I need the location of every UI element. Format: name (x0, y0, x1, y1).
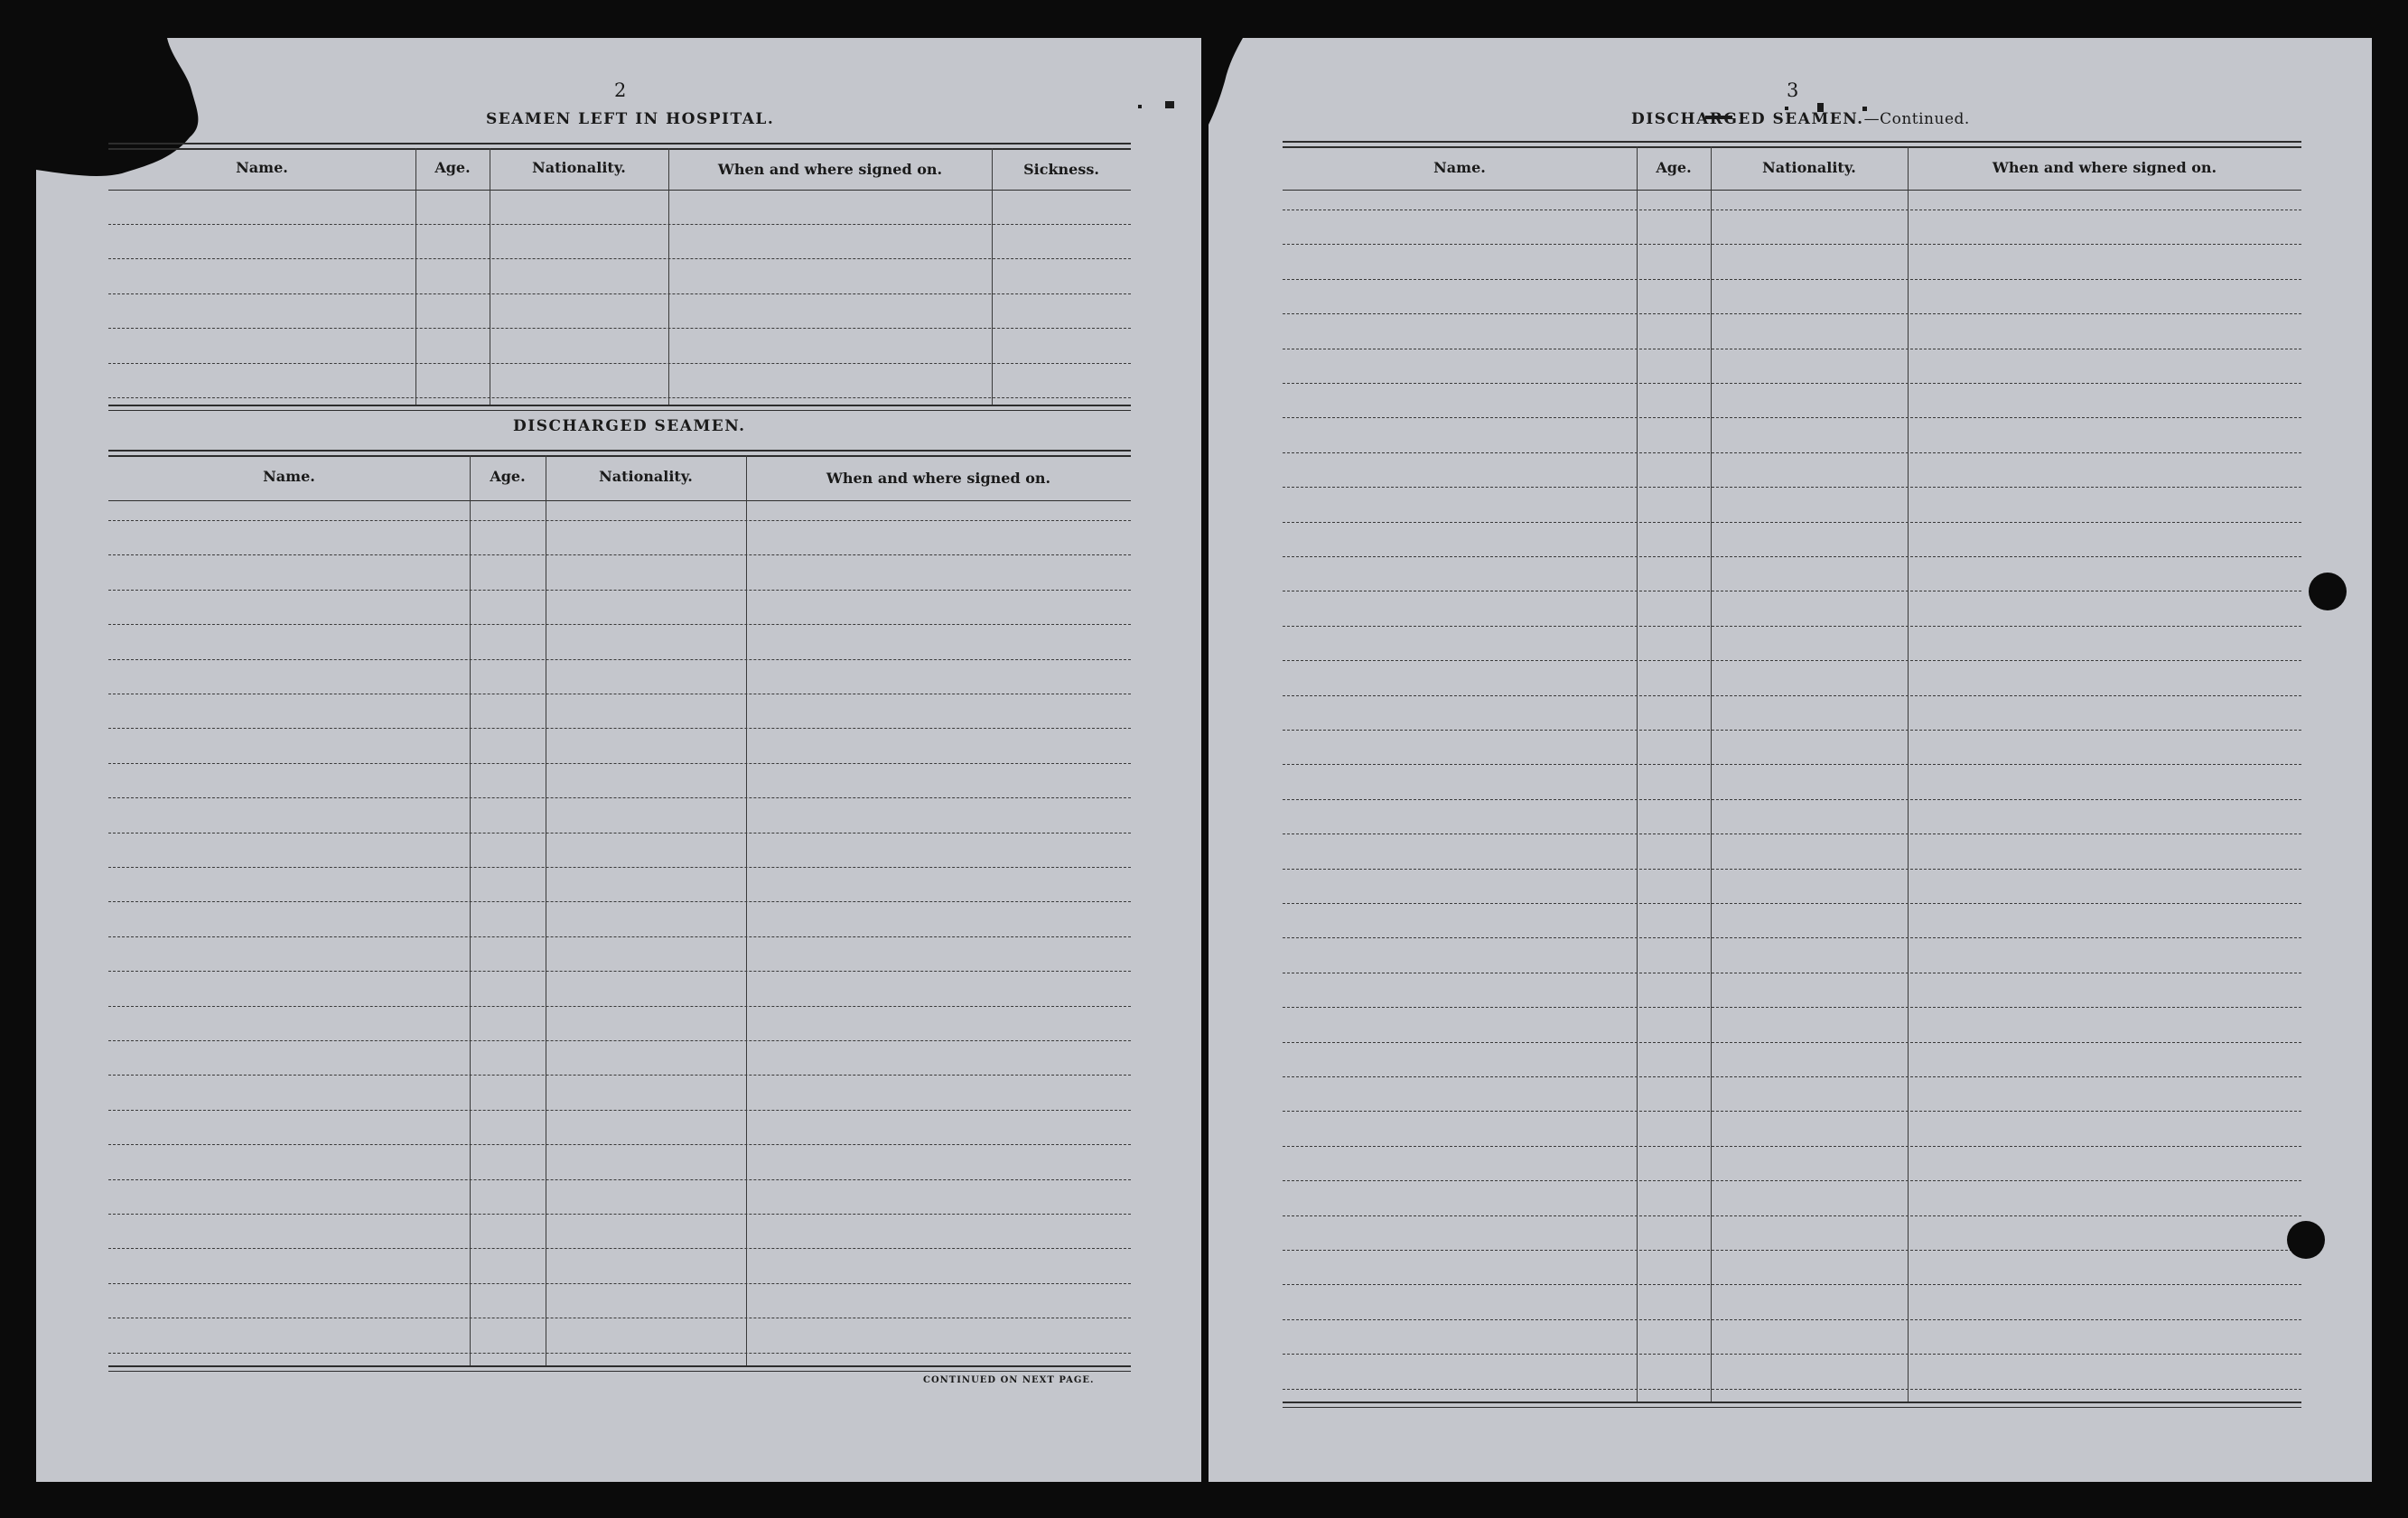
column-header-name: Name. (263, 468, 315, 485)
ruled-line (1283, 487, 2301, 488)
ruled-line (1283, 1180, 2301, 1181)
ruled-line (108, 328, 1131, 329)
ruled-line (1283, 1042, 2301, 1043)
hospital-table (108, 143, 1131, 441)
ruled-line (1283, 1215, 2301, 1216)
ruled-line (108, 1248, 1131, 1249)
continued-note: CONTINUED ON NEXT PAGE. (923, 1375, 1095, 1385)
ruled-line (108, 1110, 1131, 1111)
ruled-line (108, 901, 1131, 902)
ruled-line (108, 293, 1131, 294)
ruled-line (108, 797, 1131, 798)
column-header-age: Age. (1656, 159, 1692, 176)
ruled-line (108, 1353, 1131, 1354)
column-header-signed-on: When and where signed on. (1992, 159, 2217, 176)
ruled-line (1283, 799, 2301, 800)
ruled-line (1283, 452, 2301, 453)
ruled-line (108, 763, 1131, 764)
ruled-line (1283, 764, 2301, 765)
discharged-section-title: DISCHARGED SEAMEN. (513, 417, 746, 435)
torn-edge (1209, 38, 1263, 128)
ruled-line (1283, 417, 2301, 418)
ruled-line (1283, 937, 2301, 938)
ruled-line (1283, 1389, 2301, 1390)
ruled-line (108, 397, 1131, 398)
column-header-age: Age. (490, 468, 526, 485)
ruled-line (1283, 556, 2301, 557)
ruled-line (1283, 626, 2301, 627)
ruled-line (108, 1283, 1131, 1284)
column-header-nationality: Nationality. (1762, 159, 1856, 176)
ruled-line (1283, 1250, 2301, 1251)
punch-hole (2309, 573, 2347, 610)
ruled-line (1283, 730, 2301, 731)
ruled-line (108, 1006, 1131, 1007)
column-header-nationality: Nationality. (532, 159, 626, 176)
ruled-line (108, 867, 1131, 868)
hospital-section-title: SEAMEN LEFT IN HOSPITAL. (486, 110, 775, 128)
column-header-age: Age. (434, 159, 471, 176)
column-header-signed-on: When and where signed on. (826, 470, 1051, 487)
ruled-line (108, 520, 1131, 521)
ruled-line (1283, 279, 2301, 280)
ruled-line (1283, 1007, 2301, 1008)
title-main: DISCHARGED SEAMEN. (1631, 110, 1864, 128)
punch-hole (2287, 1221, 2325, 1259)
title-continued: —Continued. (1863, 110, 1970, 128)
ruled-line (1283, 1284, 2301, 1285)
ruled-line (108, 1040, 1131, 1041)
ruled-line (1283, 695, 2301, 696)
ruled-line (108, 258, 1131, 259)
ruled-line (1283, 1146, 2301, 1147)
ruled-line (108, 624, 1131, 625)
ink-speck (1165, 101, 1174, 108)
ruled-line (1283, 522, 2301, 523)
ruled-line (108, 971, 1131, 972)
ruled-line (1283, 1354, 2301, 1355)
ruled-line (1283, 1076, 2301, 1077)
ruled-line (108, 1214, 1131, 1215)
discharged-continued-title (1631, 110, 1970, 128)
ruled-line (1283, 244, 2301, 245)
ruled-line (108, 833, 1131, 834)
column-header-name: Name. (1433, 159, 1486, 176)
left-page (36, 38, 1201, 1482)
discharged-continued-table (1283, 141, 2301, 1414)
ruled-line (1283, 313, 2301, 314)
column-header-name: Name. (236, 159, 288, 176)
ink-speck (1138, 105, 1142, 108)
ruled-line (108, 363, 1131, 364)
ruled-line (1283, 660, 2301, 661)
discharged-table (108, 450, 1131, 1407)
right-page (1209, 38, 2372, 1482)
ruled-line (108, 224, 1131, 225)
ruled-line (1283, 869, 2301, 870)
ruled-line (1283, 1319, 2301, 1320)
ruled-line (108, 728, 1131, 729)
ruled-line (108, 936, 1131, 937)
ruled-line (108, 1075, 1131, 1076)
ruled-line (108, 554, 1131, 555)
column-header-sickness: Sickness. (1023, 161, 1099, 178)
ruled-line (108, 659, 1131, 660)
column-header-signed-on: When and where signed on. (717, 161, 943, 178)
ruled-line (1283, 383, 2301, 384)
page-number: 2 (614, 79, 627, 101)
ruled-line (1283, 1111, 2301, 1112)
ruled-line (108, 590, 1131, 591)
ruled-line (108, 1179, 1131, 1180)
page-number: 3 (1787, 79, 1799, 101)
ruled-line (1283, 903, 2301, 904)
ruled-line (108, 1144, 1131, 1145)
column-header-nationality: Nationality. (599, 468, 693, 485)
